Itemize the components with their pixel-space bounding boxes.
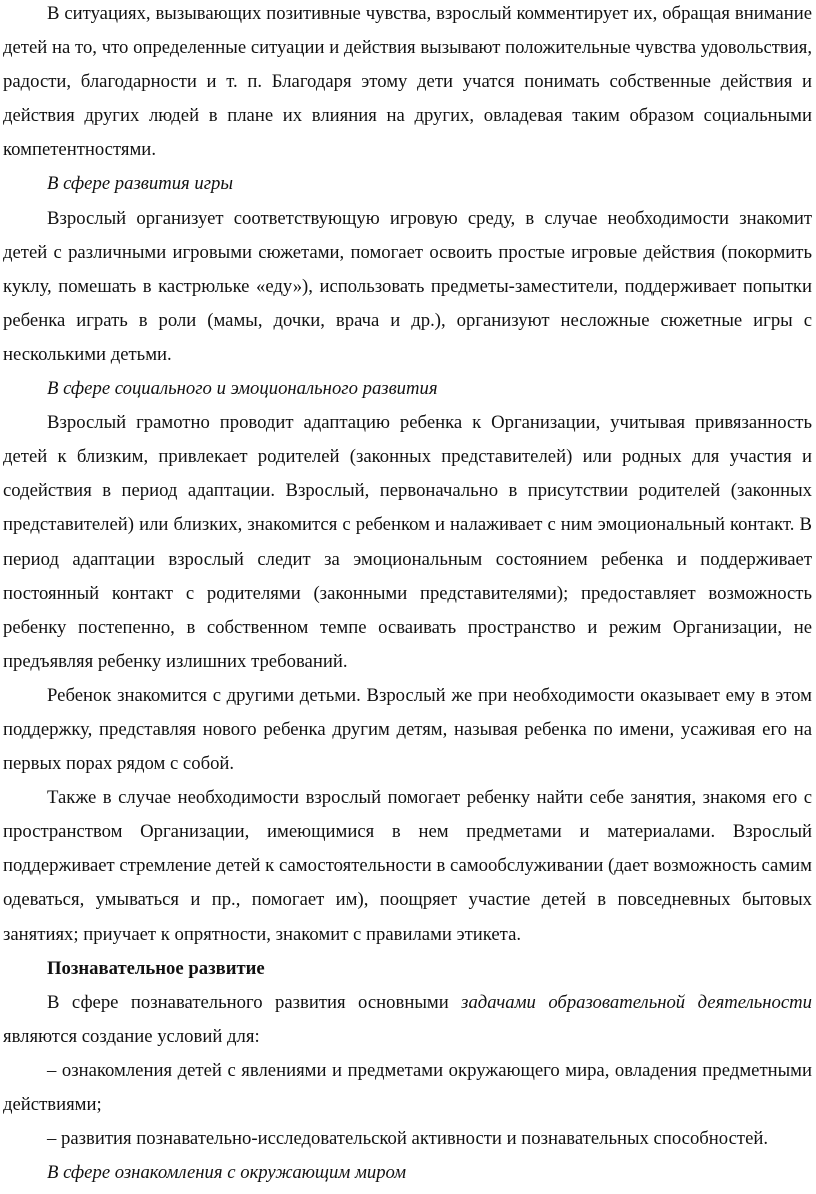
subheading-world-familiarization: В сфере ознакомления с окружающим миром (47, 1162, 407, 1184)
paragraph-play-environment: Взрослый организует соответствующую игровую среду, в случае необходимости знакомит детей с различными игровыми сюжетами, помогает освоить простые игровые действия (покормить куклу, помешать в кастрюльке «еду»), использовать предметы-заместители, поддерживает попытки ребенка играть в роли (мамы, дочки, врача и др.), организуют несложные сюжетные игры с несколькими детьми. (3, 207, 812, 365)
paragraph-self-service: Также в случае необходимости взрослый помогает ребенку найти себе занятия, знакомя его с пространством Организации, имеющимися в нем предметами и материалами. Взрослый поддерживает стремление детей к самостоятельности в самообслуживании (дает возможность самим одеваться, умываться и пр., помогает им), поощряет участие детей в повседневных бытовых занятиях; приучает к опрятности, знакомит с правилами этикета. (3, 787, 812, 945)
cognitive-tasks-text-after: являются создание условий для: (3, 1025, 260, 1047)
paragraph-positive-feelings: В ситуациях, вызывающих позитивные чувства, взрослый комментирует их, обращая внимание детей на то, что определенные ситуации и действия вызывают положительные чувства удовольствия, радости, благодарности и т. п. Благодаря этому дети учатся понимать собственные действия и действия других людей в плане их влияния на других, овладевая таким образом социальными компетентностями. (3, 3, 812, 161)
paragraph-adaptation: Взрослый грамотно проводит адаптацию ребенка к Организации, учитывая привязанность детей к близким, привлекает родителей (законных представителей) или родных для участия и содействия в период адаптации. Взрослый, первоначально в присутствии родителей (законных представителей) или близких, знакомится с ребенком и налаживает с ним эмоциональный контакт. В период адаптации взрослый следит за эмоциональным состоянием ребенка и поддерживает постоянный контакт с родителями (законными представителями); предоставляет возможность ребенку постепенно, в собственном темпе осваивать пространство и режим Организации, не предъявляя ребенку излишних требований. (3, 412, 812, 672)
paragraph-meeting-children: Ребенок знакомится с другими детьми. Взрослый же при необходимости оказывает ему в этом поддержку, представляя нового ребенка другим детям, называя ребенка по имени, усаживая его на первых порах рядом с собой. (3, 684, 812, 775)
list-item-research-activity: – развития познавательно-исследовательской активности и познавательных способностей. (47, 1128, 769, 1150)
cognitive-tasks-italic: задачами образовательной деятельности (461, 991, 812, 1013)
cognitive-tasks-text-before: В сфере познавательного развития основными (47, 991, 462, 1013)
paragraph-cognitive-tasks (3, 986, 812, 1054)
heading-cognitive-development: Познавательное развитие (47, 957, 265, 979)
list-item-familiarization: – ознакомления детей с явлениями и предметами окружающего мира, овладения предметными действиями; (3, 1059, 812, 1115)
subheading-social-emotional-development: В сфере социального и эмоционального развития (47, 378, 438, 400)
subheading-play-development: В сфере развития игры (47, 173, 234, 195)
